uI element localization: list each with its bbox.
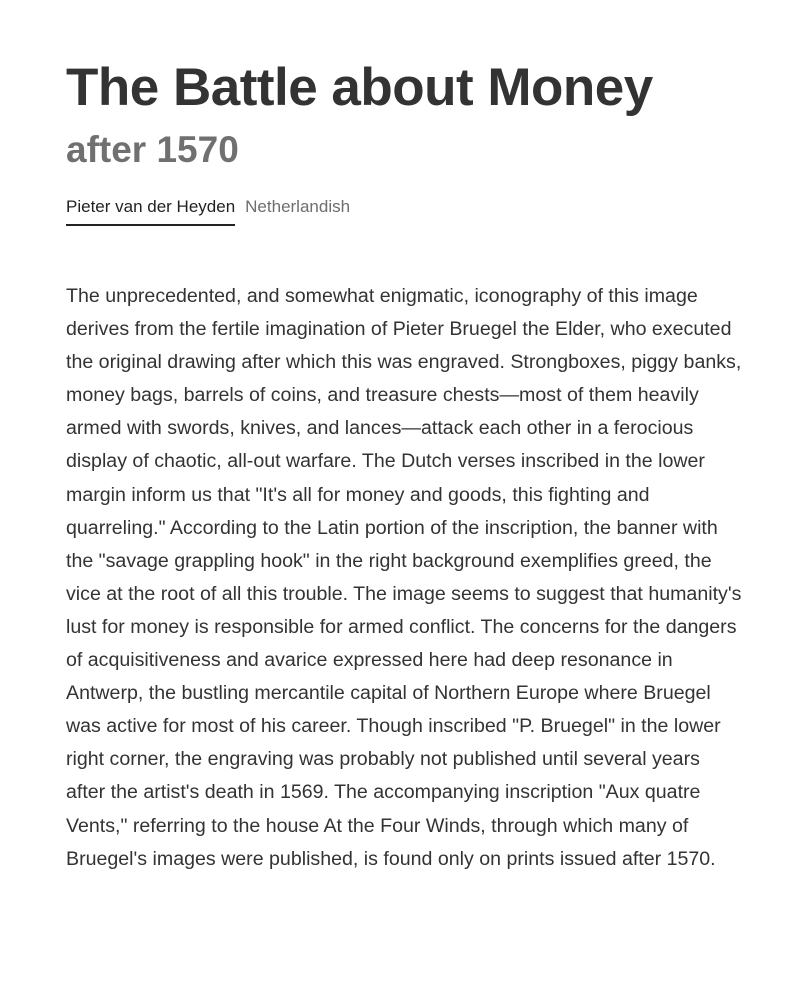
artwork-date: after 1570 <box>66 129 239 170</box>
artwork-description: The unprecedented, and somewhat enigmatic, iconography of this image derives from the fertile imagination of Pieter Bruegel the Elder, who executed the original drawing after which this was engraved. Strongboxes, piggy banks, money bags, barrels of coins, and treasure chests—most of them heavily armed with swords, knives, and lances—attack each other in a ferocious display of chaotic, all-out warfare. The Dutch verses inscribed in the lower margin inform us that "It's all for money and goods, this fighting and quarreling." According to the Latin portion of the inscription, the banner with the "savage grappling hook" in the right background exemplifies greed, the vice at the root of all this trouble. The image seems to suggest that humanity's lust for money is responsible for armed conflict. The concerns for the dangers of acquisitiveness and avarice expressed here had deep resonance in Antwerp, the bustling mercantile capital of Northern Europe where Bruegel was active for most of his career. Though inscribed "P. Bruegel" in the lower right corner, the engraving was probably not published until several years after the artist's death in 1569. The accompanying inscription "Aux quatre Vents," referring to the house At the Four Winds, through which many of Bruegel's images were published, is found only on prints issued after 1570. <box>66 285 742 870</box>
artwork-title: The Battle about Money <box>66 58 653 117</box>
artist-nationality: Netherlandish <box>245 197 351 216</box>
artist-link[interactable]: Pieter van der Heyden <box>66 195 235 226</box>
artist-byline <box>66 195 734 226</box>
